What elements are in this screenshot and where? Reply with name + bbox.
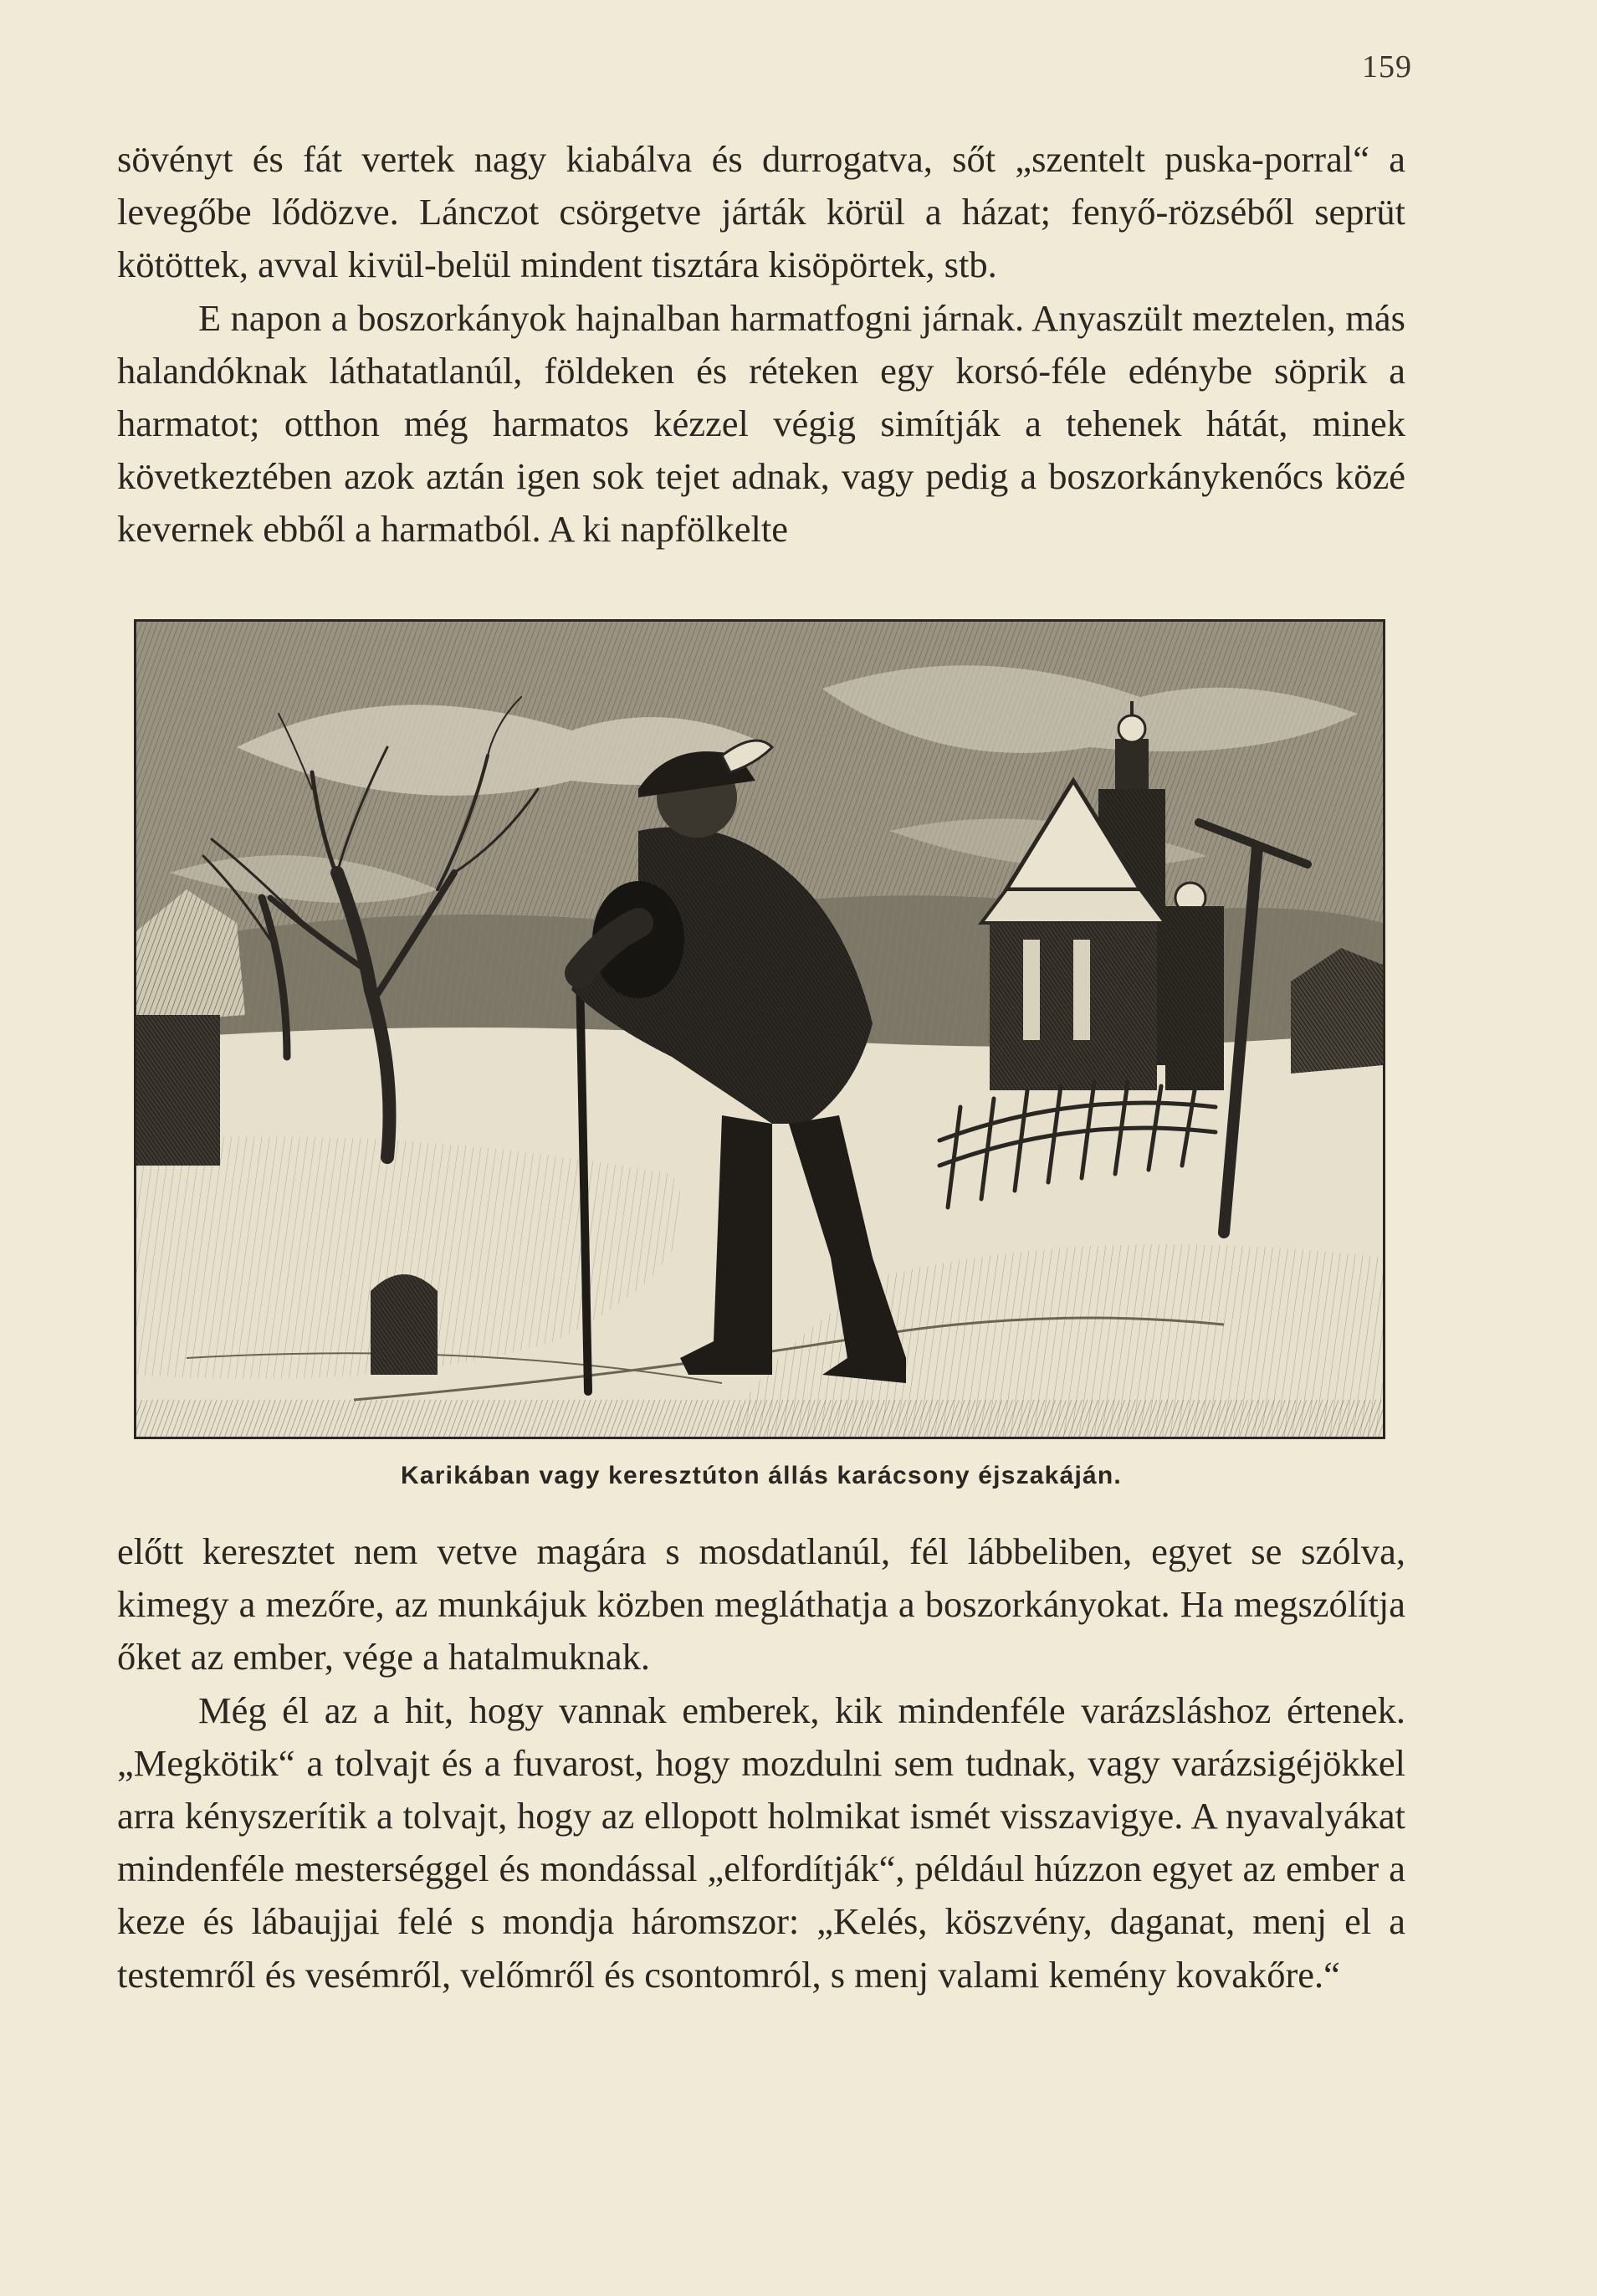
paragraph: E napon a boszorkányok hajnalban harmatfogni járnak. Anyaszült meztelen, más halandóknak láthatatlanúl, földeken és réteken egy korsó-féle edénybe söprik a harmatot; otthon még harmatos kézzel végig simítják a tehenek hátát, minek következtében azok aztán igen sok tejet adnak, vagy pedig a boszorkánykenőcs közé kevernek ebből a harmatból. A ki napfölkelte	[117, 296, 1405, 551]
paragraph: előtt keresztet nem vetve magára s mosdatlanúl, fél lábbeliben, egyet se szólva, kimegy a mezőre, az munkájuk közben megláthatja a boszorkányokat. Ha megszólítja őket az ember, vége a hatalmuknak.	[117, 1530, 1405, 1678]
bottom-text-block	[117, 1525, 1405, 2001]
engraving-svg	[136, 622, 1383, 1437]
paragraph: Még él az a hit, hogy vannak emberek, kik mindenféle varázsláshoz értenek. „Megkötik“ a tolvajt és a fuvarost, hogy mozdulni sem tudnak, vagy varázsigéjökkel arra kényszerítik a tolvajt, hogy az ellopott holmikat ismét visszavigye. A nyavalyákat mindenféle mesterséggel és mondással „elfordítják“, például húzzon egyet az ember a keze és lábaujjai felé s mondja háromszor: „Kelés, köszvény, daganat, menj el a testemről és vesémről, velőmről és csontomról, s menj valami kemény kovakőre.“	[117, 1689, 1405, 1996]
paragraph: sövényt és fát vertek nagy kiabálva és durrogatva, sőt „szentelt puska-porral“ a levegőbe lődözve. Lánczot csörgetve járták körül a házat; fenyő-rözséből seprüt kötöttek, avval kivül-belül mindent tisztára kisöpörtek, stb.	[117, 138, 1405, 286]
figure-caption: Karikában vagy keresztúton állás karácsony éjszakáján.	[401, 1462, 1122, 1489]
engraving-illustration	[134, 619, 1385, 1439]
top-text-block	[117, 133, 1405, 556]
page-number: 159	[1362, 49, 1412, 85]
